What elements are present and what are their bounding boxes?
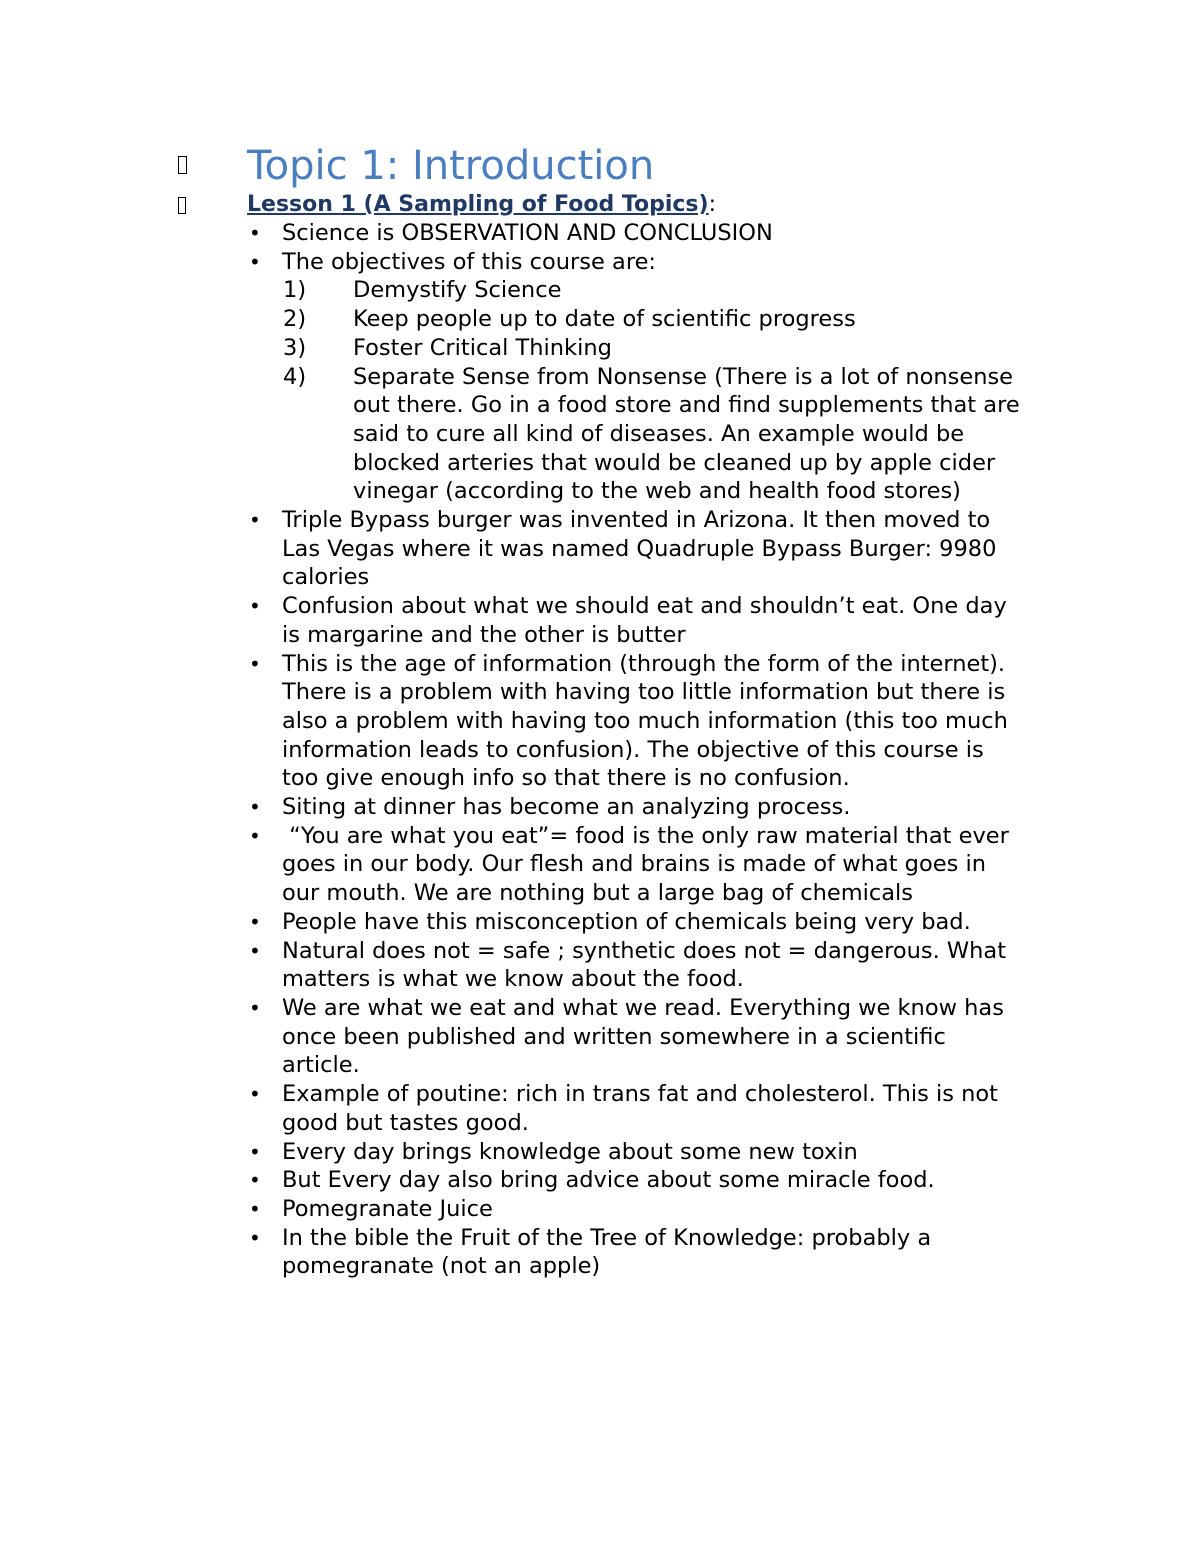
list-item-text: But Every day also bring advice about some miracle food. xyxy=(282,1167,935,1194)
list-item-text: Natural does not = safe ; synthetic does not = dangerous. What matters is what we know about the food. xyxy=(282,937,1014,993)
objective-number: 3) xyxy=(283,334,307,361)
list-item-text: Confusion about what we should eat and shouldn’t eat. One day is margarine and the other is butter xyxy=(282,593,1014,648)
list-item-text: The objectives of this course are: xyxy=(282,248,656,275)
list-item xyxy=(0,1166,1200,1195)
lesson-suffix: : xyxy=(708,192,717,217)
list-item-text: Science is OBSERVATION AND CONCLUSION xyxy=(282,220,773,246)
list-item-text: People have this misconception of chemicals being very bad. xyxy=(282,908,971,935)
objective-item xyxy=(0,276,1200,305)
bullet-icon: • xyxy=(249,249,261,274)
objective-number: 1) xyxy=(283,277,307,304)
list-item-text: We are what we eat and what we read. Everything we know has once been published and written somewhere in a scientific article. xyxy=(282,994,1012,1079)
objective-item xyxy=(0,334,1200,363)
list-item-text: Example of poutine: rich in trans fat and cholesterol. This is not good but tastes good. xyxy=(282,1081,1006,1136)
bullet-icon: • xyxy=(249,594,261,619)
lesson-heading xyxy=(247,190,716,220)
bullet-icon: • xyxy=(249,1082,261,1107)
objective-text: Keep people up to date of scientific progress xyxy=(353,306,856,333)
list-item-text: “You are what you eat”= food is the only raw material that ever goes in our body. Our flesh and brains is made of what goes in our mouth. We are nothing but a large bag of chemicals xyxy=(282,822,1017,907)
list-item xyxy=(0,219,1200,248)
bullet-icon: • xyxy=(249,909,261,934)
list-item xyxy=(0,822,1200,908)
bullet-icon: • xyxy=(249,1196,261,1221)
bullet-icon: • xyxy=(249,1168,261,1193)
list-item xyxy=(0,506,1200,592)
list-item xyxy=(0,793,1200,822)
objective-number: 4) xyxy=(283,363,307,390)
list-item-text: Siting at dinner has become an analyzing process. xyxy=(282,794,851,821)
objective-text: Separate Sense from Nonsense (There is a lot of nonsense out there. Go in a food store and find supplements that are said to cure all kind of diseases. An example would be blocked arteries that would be cleaned up by apple cider vinegar (according to the web and health food stores) xyxy=(353,363,1020,505)
bullet-icon: • xyxy=(249,1225,261,1250)
list-item xyxy=(0,994,1200,1080)
missing-glyph-icon xyxy=(178,156,187,174)
list-item xyxy=(0,592,1200,649)
list-item xyxy=(0,1195,1200,1224)
list-item-text: Triple Bypass burger was invented in Arizona. It then moved to Las Vegas where it was named Quadruple Bypass Burger: 9980 calories xyxy=(282,507,1004,591)
bullet-icon: • xyxy=(249,1139,261,1164)
bullet-icon: • xyxy=(249,221,261,245)
bullet-icon: • xyxy=(249,823,261,848)
list-item xyxy=(0,937,1200,994)
list-item-text: Pomegranate Juice xyxy=(282,1195,493,1222)
objective-text: Foster Critical Thinking xyxy=(353,334,612,361)
objective-item xyxy=(0,305,1200,334)
bullet-icon: • xyxy=(249,795,261,820)
list-item xyxy=(0,1080,1200,1137)
bullet-icon: • xyxy=(249,995,261,1020)
list-item xyxy=(0,908,1200,937)
objective-item xyxy=(0,363,1200,507)
list-item-text: Every day brings knowledge about some new toxin xyxy=(282,1138,858,1165)
list-item-text: In the bible the Fruit of the Tree of Knowledge: probably a pomegranate (not an apple) xyxy=(282,1224,939,1280)
bullet-icon: • xyxy=(249,651,261,676)
list-item xyxy=(0,650,1200,794)
list-item xyxy=(0,1224,1200,1281)
objective-number: 2) xyxy=(283,306,307,333)
bullet-icon: • xyxy=(249,508,261,533)
bullet-icon: • xyxy=(249,938,261,963)
notes-list xyxy=(0,219,1200,1281)
missing-glyph-icon xyxy=(178,197,186,214)
lesson-link[interactable]: Lesson 1 (A Sampling of Food Topics) xyxy=(247,192,709,217)
list-item xyxy=(0,1138,1200,1167)
list-item-text: This is the age of information (through the form of the internet). There is a problem with having too little information but there is also a problem with having too much information (this too much information leads to confusion). The objective of this course is too give enough info so that there is no confusion. xyxy=(282,650,1016,792)
objective-text: Demystify Science xyxy=(353,277,562,304)
list-item xyxy=(0,248,1200,277)
topic-title: Topic 1: Introduction xyxy=(247,143,655,189)
